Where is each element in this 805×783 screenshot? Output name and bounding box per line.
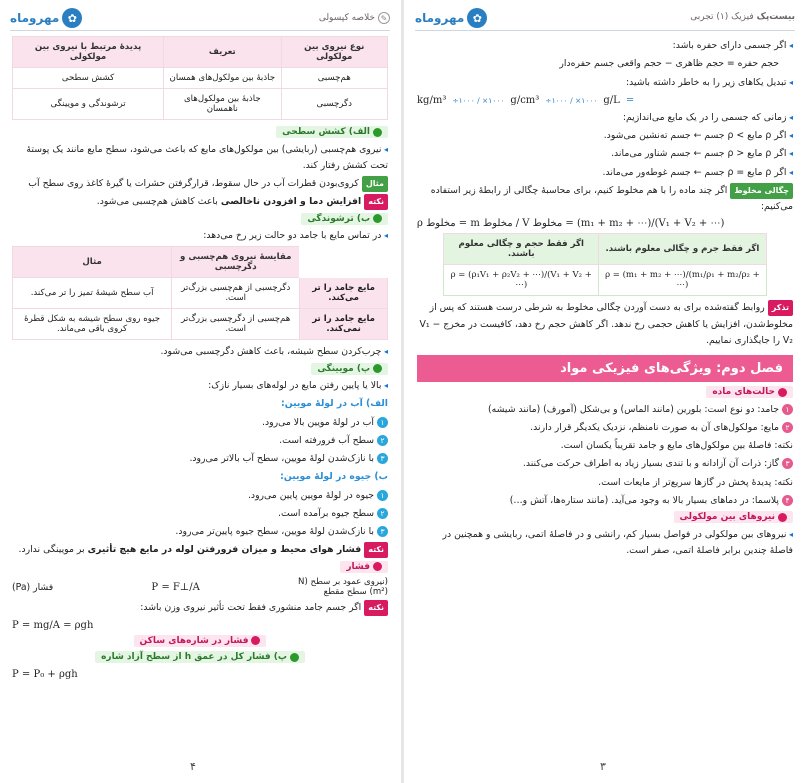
number-icon: ۲ [782, 422, 793, 433]
paragraph: ◂ اگر جسمی دارای حفره باشد: [417, 38, 793, 54]
arrow-icon [778, 388, 787, 397]
paragraph: ◂ بالا یا پایین رفتن مایع در لوله‌های بسیار نازک: [12, 378, 388, 394]
number-icon: ۳ [782, 458, 793, 469]
number-icon: ۱ [377, 417, 388, 428]
table-cell: ρ = (ρ₁V₁ + ρ₂V₂ + ⋯)/(V₁ + V₂ + ⋯) [444, 265, 599, 296]
header-divider [415, 30, 795, 31]
section-label-text: فیزیک (۱) تجربی [690, 12, 754, 22]
note-text: اگر جسم جامد منشوری فقط تحت تأثیر نیروی وزن باشد: [140, 602, 362, 614]
butterfly-icon: ✿ [62, 8, 82, 28]
table-header: پدیدهٔ مرتبط با نیروی بین مولکولی [13, 37, 164, 68]
unit-gcm: g/cm³ [510, 94, 540, 106]
table-cell: هم‌چسبی [281, 68, 388, 89]
page-number: ۴ [190, 760, 196, 773]
number-icon: ۲ [377, 435, 388, 446]
table-header: مقایسهٔ نیروی هم‌چسبی و دگرچسبی [172, 247, 300, 278]
mix-badge: چگالی مخلوط [730, 183, 793, 199]
table-cell: آب سطح شیشهٔ تمیز را تر می‌کند. [13, 278, 172, 309]
book-gutter [401, 0, 404, 783]
table-cell: مایع جامد را تر نمی‌کند. [300, 309, 388, 340]
list-item: سطح آب فرورفته است. [279, 434, 374, 446]
table-header: مثال [13, 247, 172, 278]
table-row [13, 68, 388, 89]
unit-kg: kg/m³ [417, 94, 447, 106]
table-row [13, 309, 388, 340]
table-cell: ترشوندگی و مویینگی [13, 89, 164, 120]
arrow-icon [373, 364, 382, 373]
fluid-pressure-formula: P = P₀ + ρgh [12, 668, 78, 680]
table-header: اگر فقط حجم و چگالی معلوم باشند. [444, 234, 599, 265]
brand-logo [415, 8, 487, 28]
wetting-table [12, 246, 388, 340]
list-item: ◂ اگر ρ مایع = ρ جسم ← جسم غوطه‌ور می‌ماند. [417, 165, 793, 181]
area-label: (m²) سطح مقطع [323, 587, 388, 598]
heading-text: فشار [346, 561, 370, 572]
pencil-icon: ✎ [378, 12, 390, 24]
number-icon: ۳ [377, 453, 388, 464]
table-cell: جاذبهٔ بین مولکول‌های ناهمسان [164, 89, 281, 120]
list-item: نکته: پدیدهٔ پخش در گازها سریع‌تر از مایعات است. [598, 476, 793, 488]
note-badge: نکته [364, 600, 388, 616]
chapter-title: فصل دوم: ویژگی‌های فیزیکی مواد [417, 355, 793, 382]
arrow-icon [251, 636, 260, 645]
table-cell: جاذبهٔ بین مولکول‌های همسان [164, 68, 281, 89]
table-header: تعریف [164, 37, 281, 68]
paragraph: ◂ نیروهای بین مولکولی در فواصل بسیار کم، رانشی و در فاصلهٔ اتمی، ربایشی و همچنین در فاصلهٔ چندین برابر فاصلهٔ اتمی، صفر است. [417, 527, 793, 560]
section-heading [706, 386, 793, 398]
list-item: آب در لولهٔ مویین بالا می‌رود. [262, 416, 374, 428]
heading-text: پ) فشار کل در عمق h از سطح آزاد شاره [101, 652, 287, 663]
right-header [415, 6, 795, 32]
list-item: جیوه در لولهٔ مویین پایین می‌رود. [247, 489, 374, 501]
table-cell: مایع جامد را تر می‌کند. [300, 278, 388, 309]
arrow-icon [373, 128, 382, 137]
paragraph: ◂ در تماس مایع با جامد دو حالت زیر رخ می‌دهد: [12, 228, 388, 244]
mix-formula: ρ مخلوط = m مخلوط / V مخلوط = (m₁ + m₂ + ⋯)/(V₁ + V₂ + ⋯) [417, 218, 725, 230]
right-content [417, 36, 793, 561]
mix-text: اگر چند ماده را با هم مخلوط کنیم، برای محاسبهٔ چگالی از رابطهٔ زیر استفاده می‌کنیم: [430, 184, 793, 213]
header-divider [10, 30, 390, 31]
paragraph: ◂ نیروی هم‌چسبی (ربایشی) بین مولکول‌های مایع که باعث می‌شود، سطح مایع مانند یک پوستهٔ تحت کشش رفتار کند. [12, 142, 388, 175]
table-header [300, 247, 388, 278]
list-item: سطح جیوه برآمده است. [278, 507, 374, 519]
unit-gl: g/L [603, 94, 620, 106]
list-item: نکته: فاصلهٔ بین مولکول‌های مایع و جامد تقریباً یکسان است. [560, 440, 793, 452]
heading-text: حالت‌های ماده [712, 387, 775, 398]
table-header: اگر فقط جرم و چگالی معلوم باشند. [599, 234, 767, 265]
example-badge: مثال [362, 176, 388, 192]
butterfly-icon: ✿ [467, 8, 487, 28]
forces-table [12, 36, 388, 120]
section-heading [674, 511, 794, 523]
note-bold: افزایش دما و افزودن ناخالصی [220, 196, 362, 208]
list-item: با نازک‌شدن لولهٔ مویین، سطح جیوه پایین‌تر می‌رود. [175, 526, 374, 538]
brand-name: مهروماه [415, 11, 465, 25]
note-text: بر مویینگی ندارد. [18, 544, 85, 556]
pressure-label: فشار (Pa) [12, 581, 54, 593]
heading-text: فشار در شاره‌های ساکن [139, 635, 249, 646]
section-heading [276, 126, 388, 138]
cavity-formula: حجم حفره = حجم ظاهری − حجم واقعی جسم حفره‌دار [559, 58, 779, 70]
solid-pressure-formula: P = mg/A = ρgh [12, 619, 94, 631]
brand-logo [10, 8, 82, 28]
table-cell: دگرچسبی از هم‌چسبی بزرگ‌تر است. [172, 278, 300, 309]
equal-sign: = [625, 94, 635, 106]
page-number: ۳ [600, 760, 606, 773]
section-label-text: خلاصه کپسولی [318, 13, 375, 23]
example-text: کروی‌بودن قطرات آب در حال سقوط، قرارگرفتن حشرات یا گیرهٔ کاغذ روی سطح آب [28, 178, 359, 190]
note-bold: فشار هوای محیط و میزان فرورفتن لوله در مایع هیچ تأثیری [87, 544, 362, 556]
arrow-icon [290, 653, 299, 662]
note-badge: نکته [364, 194, 388, 210]
left-content [12, 36, 388, 680]
number-icon: ۳ [377, 526, 388, 537]
force-label: (نیروی عمود بر سطح (N [298, 577, 388, 588]
heading-text: ب) ترشوندگی [307, 213, 370, 224]
paragraph: ◂ تبدیل یکاهای زیر را به خاطر داشته باشید: [417, 75, 793, 91]
section-heading [301, 213, 388, 225]
list-item: جامد: دو نوع است: بلورین (مانند الماس) و بی‌شکل (آمورف) (مانند شیشه) [488, 403, 779, 415]
subheading: ب) جیوه در لولهٔ مویین: [280, 471, 388, 483]
pressure-formula: P = F⊥/A [151, 581, 200, 593]
list-item: ◂ اگر ρ مایع > ρ جسم ← جسم ته‌نشین می‌شود. [417, 128, 793, 144]
table-cell: جیوه روی سطح شیشه به شکل قطرهٔ کروی باقی می‌ماند. [13, 309, 172, 340]
table-cell: دگرچسبی [281, 89, 388, 120]
reminder-badge: تذکر [768, 300, 793, 316]
heading-text: پ) مویینگی [317, 363, 370, 374]
number-icon: ۴ [782, 495, 793, 506]
arrow-icon [373, 214, 382, 223]
brand-name: مهروماه [10, 11, 60, 25]
list-item: ◂ اگر ρ مایع < ρ جسم ← جسم شناور می‌ماند. [417, 146, 793, 162]
note-text: باعث کاهش هم‌چسبی می‌شود. [96, 196, 218, 208]
right-page [405, 0, 805, 783]
number-icon: ۱ [377, 490, 388, 501]
table-cell: هم‌چسبی از دگرچسبی بزرگ‌تر است. [172, 309, 300, 340]
heading-text: نیروهای بین مولکولی [679, 512, 775, 523]
list-item: مایع: مولکول‌های آن به صورت نامنظم، نزدیک یکدیگر قرار دارند. [530, 421, 779, 433]
number-icon: ۱ [782, 404, 793, 415]
number-icon: ۲ [377, 508, 388, 519]
heading-text: الف) کشش سطحی [282, 127, 370, 137]
section-label [690, 12, 795, 22]
list-item: با نازک‌شدن لولهٔ مویین، سطح آب بالاتر می‌رود. [189, 453, 374, 465]
table-cell: کشش سطحی [13, 68, 164, 89]
section-heading [311, 363, 388, 375]
subheading: الف) آب در لولهٔ مویین: [280, 398, 388, 410]
arrow-icon [778, 513, 787, 522]
series-name: بیست‌پک [756, 12, 795, 22]
list-item: گاز: ذرات آن آزادانه و با تندی بسیار زیاد به اطراف حرکت می‌کنند. [522, 458, 779, 470]
mix-table [443, 233, 766, 296]
table-row [444, 265, 766, 296]
section-label [319, 12, 390, 24]
section-heading [134, 635, 267, 647]
section-heading [340, 561, 388, 573]
arrow-icon [373, 562, 382, 571]
left-page [0, 0, 400, 783]
section-heading [95, 651, 305, 663]
paragraph: ◂ چرب‌کردن سطح شیشه، باعث کاهش دگرچسبی می‌شود. [12, 344, 388, 360]
table-header: نوع نیروی بین مولکولی [281, 37, 388, 68]
note-badge: نکته [364, 542, 388, 558]
reminder-text: روابط گفته‌شده برای به دست آوردن چگالی مخلوط به شرطی درست هستند که پس از مخلوط‌شدن، افزایش یا کاهش حجمی رخ ندهد. اگر کاهش حجم رخ دهد، کافیست در مخرج V₁ − V₂ را جایگذاری نماییم. [419, 302, 793, 346]
conversion-arrow: ÷۱۰۰۰ / ×۱۰۰۰ [452, 95, 505, 105]
list-item: پلاسما: در دماهای بسیار بالا به وجود می‌آید. (مانند ستاره‌ها، آتش و…) [509, 495, 779, 507]
table-row [13, 278, 388, 309]
table-row [13, 89, 388, 120]
unit-conversion [417, 95, 793, 106]
left-header [10, 6, 390, 32]
paragraph: ◂ زمانی که جسمی را در یک مایع می‌اندازیم: [417, 110, 793, 126]
table-cell: ρ = (m₁ + m₂ + ⋯)/(m₁/ρ₁ + m₂/ρ₂ + ⋯) [599, 265, 767, 296]
conversion-arrow: ÷۱۰۰۰ / ×۱۰۰۰ [545, 95, 598, 105]
